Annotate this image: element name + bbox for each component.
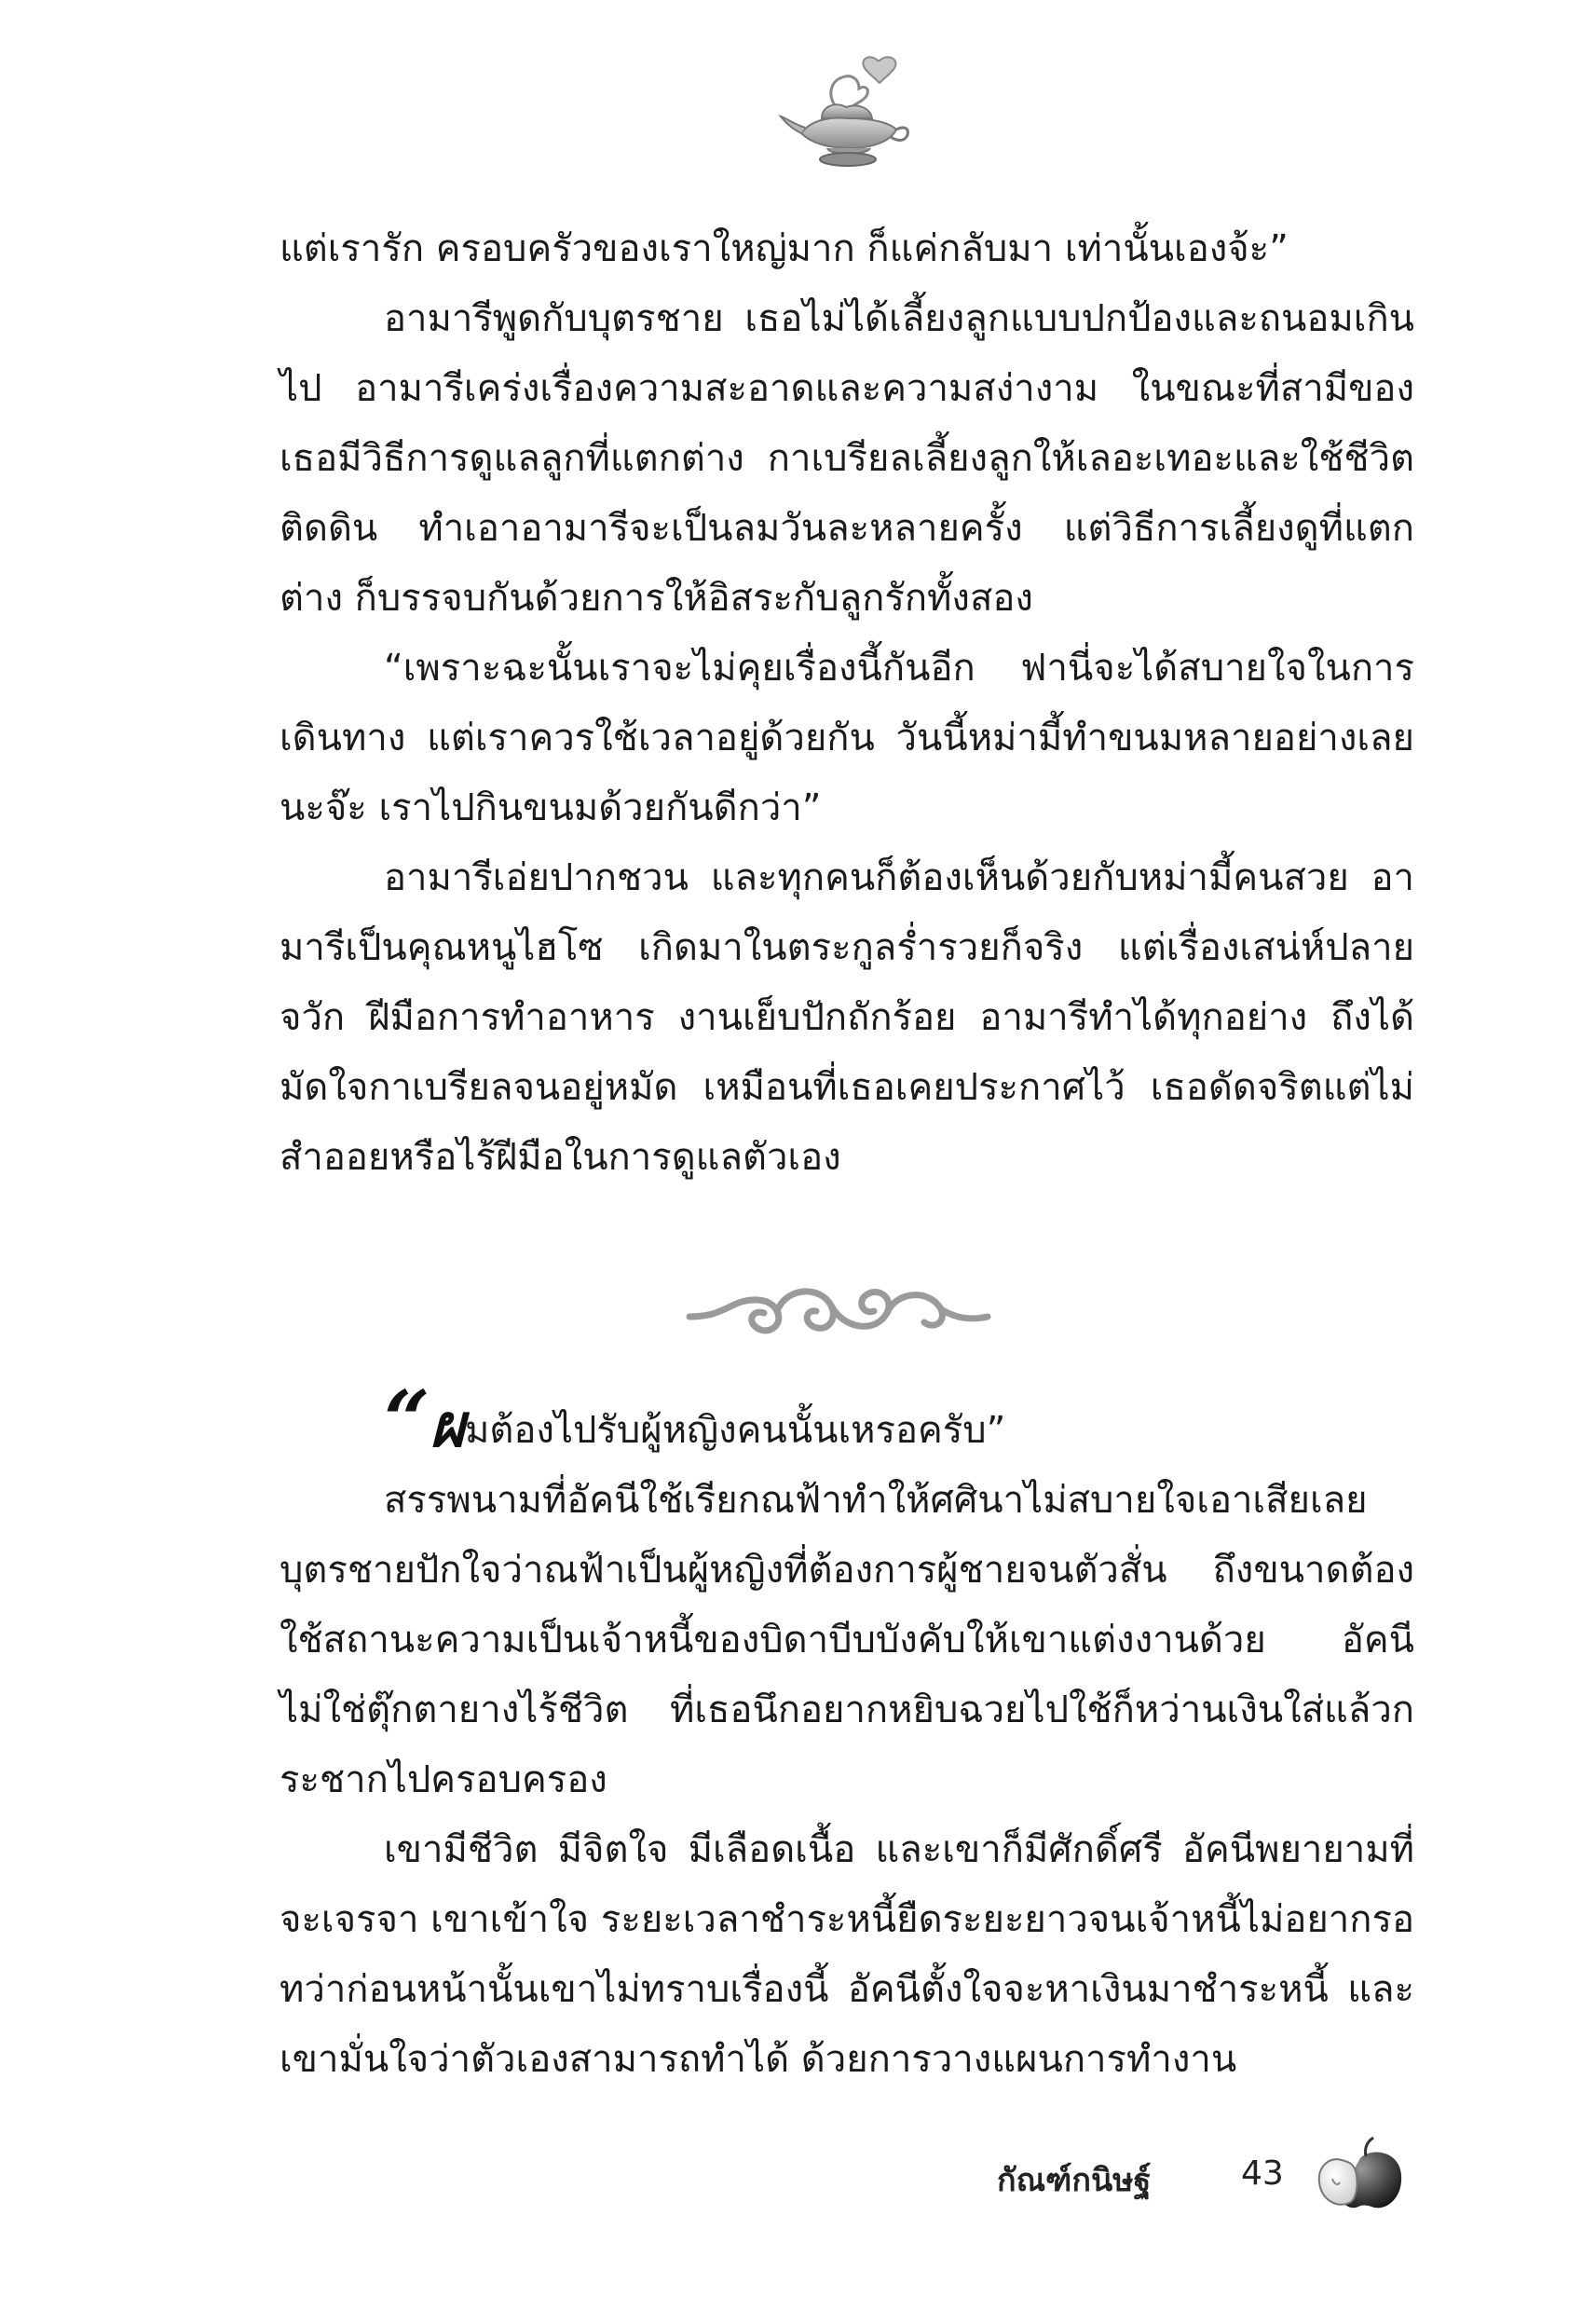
paragraph: สรรพนามที่อัคนีใช้เรียกณฟ้าทำให้ศศินาไม่สบายใจเอาเสียเลย บุตรชายปักใจว่าณฟ้าเป็นผู้หญิงที่ต้องการผู้ชายจนตัวสั่น ถึงขนาดต้องใช้สถานะความเป็นเจ้าหนี้ของบิดาบีบบังคับให้เขาแต่งงานด้วย อัคนีไม่ใช่ตุ๊กตายางไร้ชีวิต ที่เธอนึกอยากหยิบฉวยไปใช้ก็หว่านเงินใส่แล้วกระชากไปครอบครอง: [280, 1479, 1414, 1801]
apple-icon: [1314, 2132, 1407, 2216]
page-footer: [997, 2132, 1444, 2235]
genie-lamp-icon: [773, 51, 913, 172]
paragraph: เขามีชีวิต มีจิตใจ มีเลือดเนื้อ และเขาก็มีศักดิ์ศรี อัคนีพยายามที่จะเจรจา เขาเข้าใจ ระยะเวลาชำระหนี้ยืดระยะยาวจนเจ้าหนี้ไม่อยากรอ ทว่าก่อนหน้านั้นเขาไม่ทราบเรื่องนี้ อัคนีตั้งใจจะหาเงินมาชำระหนี้ และเขามั่นใจว่าตัวเองสามารถทำได้ ด้วยการวางแผนการทำงาน: [280, 1828, 1414, 2081]
paragraph: อามารีเอ่ยปากชวน และทุกคนก็ต้องเห็นด้วยกับหม่ามี้คนสวย อามารีเป็นคุณหนูไฮโซ เกิดมาในตระกูลร่ำรวยก็จริง แต่เรื่องเสน่ห์ปลายจวัก ฝีมือการทำอาหาร งานเย็บปักถักร้อย อามารีทำได้ทุกอย่าง ถึงได้มัดใจกาเบรียลจนอยู่หมัด เหมือนที่เธอเคยประกาศไว้ เธอดัดจริตแต่ไม่สำออยหรือไร้ฝีมือในการดูแลตัวเอง: [280, 856, 1414, 1179]
text-block-top: [280, 214, 1414, 1193]
scroll-ornament-icon: [680, 1272, 997, 1356]
page-number: 43: [1241, 2154, 1284, 2193]
paragraph: “เพราะฉะนั้นเราจะไม่คุยเรื่องนี้กันอีก ฟานี่จะได้สบายใจในการเดินทาง แต่เราควรใช้เวลาอยู่ด้วยกัน วันนี้หม่ามี้ทำขนมหลายอย่างเลยนะจ๊ะ เราไปกินขนมด้วยกันดีกว่า”: [280, 647, 1414, 829]
opening-line: [280, 1374, 1414, 1468]
paragraph: อามารีพูดกับบุตรชาย เธอไม่ได้เลี้ยงลูกแบบปกป้องและถนอมเกินไป อามารีเคร่งเรื่องความสะอาดและความสง่างาม ในขณะที่สามีของเธอมีวิธีการดูแลลูกที่แตกต่าง กาเบรียลเลี้ยงลูกให้เลอะเทอะและใช้ชีวิตติดดิน ทำเอาอามารีจะเป็นลมวันละหลายครั้ง แต่วิธีการเลี้ยงดูที่แตกต่าง ก็บรรจบกันด้วยการให้อิสระกับลูกรักทั้งสอง: [280, 297, 1414, 620]
paragraph: แต่เรารัก ครอบครัวของเราใหญ่มาก ก็แค่กลับมา เท่านั้นเองจ้ะ”: [280, 227, 1289, 270]
book-title: กัณฑ์กนิษฐ์: [997, 2162, 1152, 2199]
dropcap-letter: ผ: [430, 1392, 465, 1461]
opening-line-text: มต้องไปรับผู้หญิงคนนั้นเหรอครับ”: [464, 1409, 1006, 1452]
text-block-bottom: [280, 1374, 1414, 2095]
dropcap-quote: “: [384, 1374, 430, 1468]
